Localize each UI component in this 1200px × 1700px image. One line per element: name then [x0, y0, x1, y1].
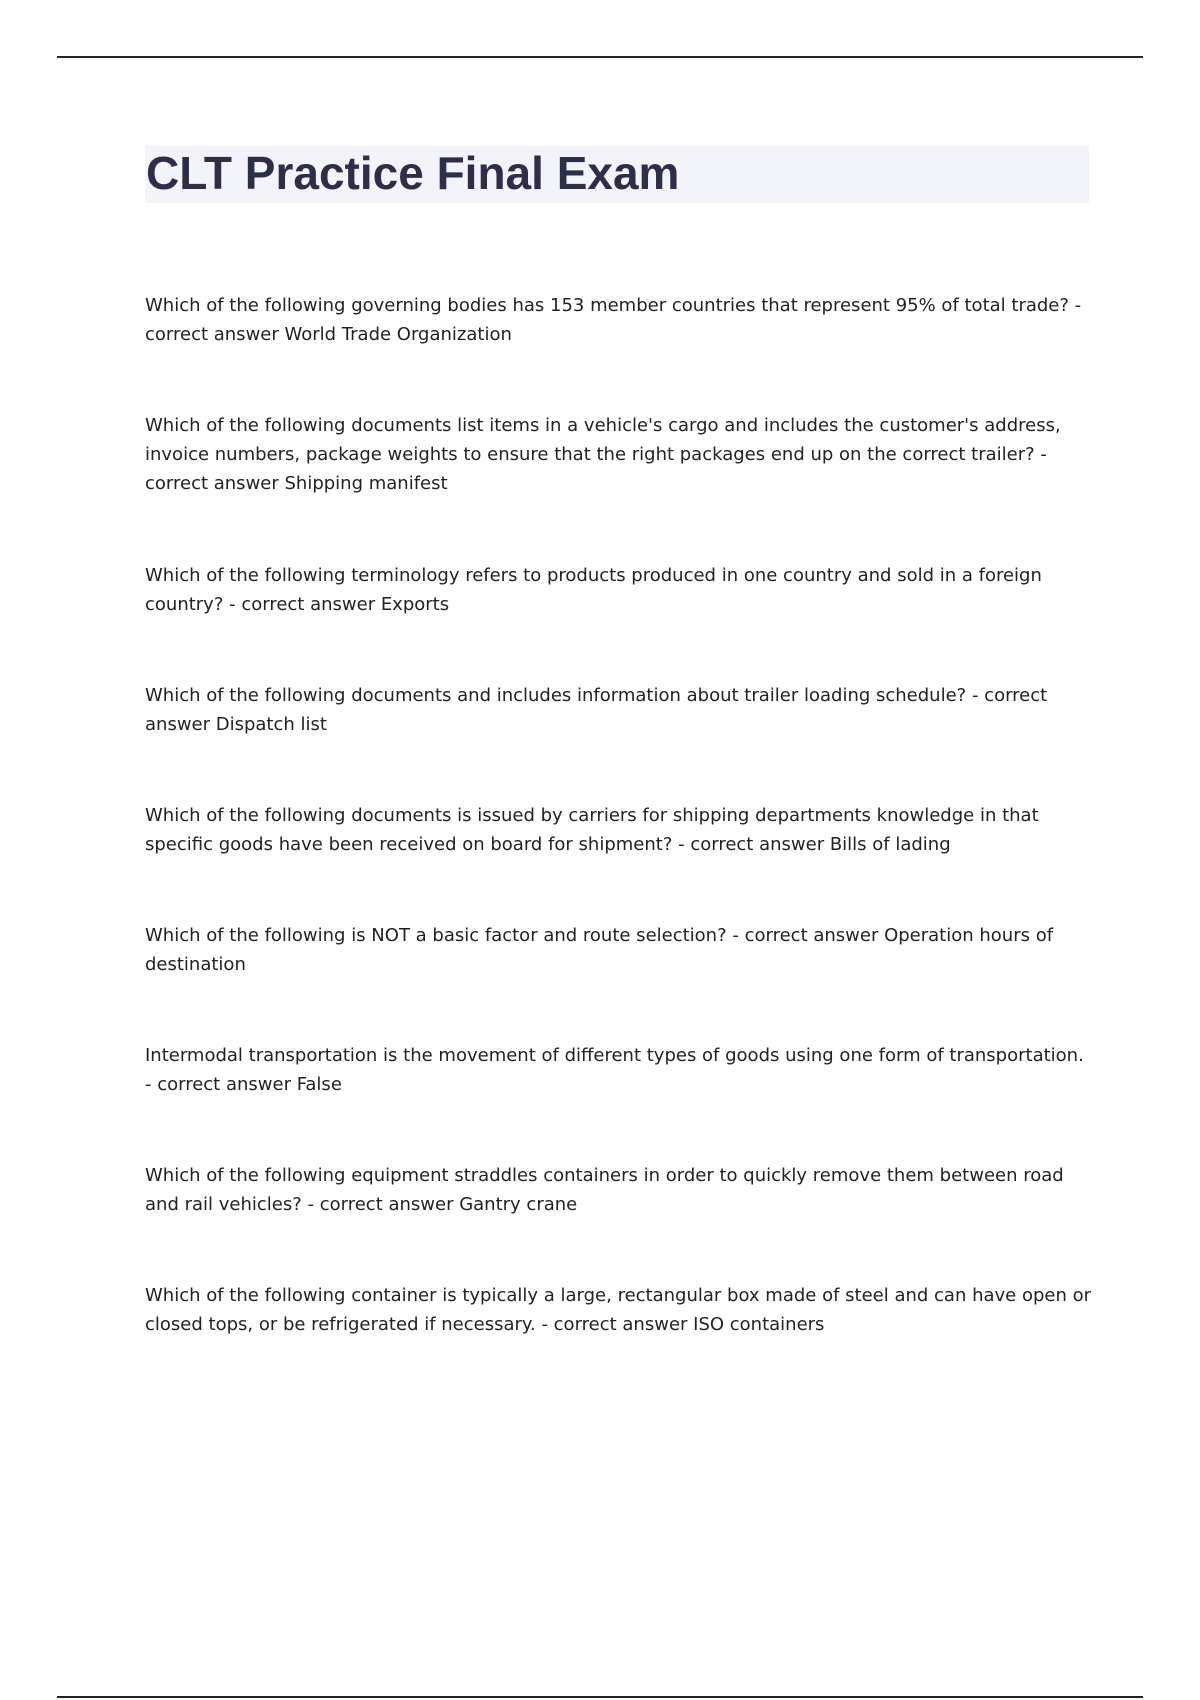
qa-item	[145, 921, 1095, 1041]
top-divider	[57, 56, 1143, 58]
answer-text: Shipping manifest	[284, 473, 448, 494]
answer-text: Exports	[380, 594, 450, 615]
answer-text: World Trade Organization	[284, 324, 512, 345]
question-text: Which of the following terminology refers to products produced in one country and sold in a foreign country?	[145, 565, 1042, 615]
question-text: Which of the following documents list items in a vehicle's cargo and includes the customer's address, invoice numbers, package weights to ensure that the right packages end up on the correct trailer?	[145, 415, 1061, 465]
answer-text: False	[296, 1074, 342, 1095]
question-list	[145, 291, 1095, 1401]
qa-item	[145, 1281, 1095, 1401]
answer-separator: - correct answer	[145, 685, 1048, 735]
question-text: Which of the following equipment straddles containers in order to quickly remove them between road and rail vehicles?	[145, 1165, 1064, 1215]
question-text: Which of the following container is typically a large, rectangular box made of steel and can have open or closed tops, or be refrigerated if necessary.	[145, 1285, 1092, 1335]
qa-item	[145, 1161, 1095, 1281]
question-text: Which of the following is NOT a basic factor and route selection?	[145, 925, 727, 946]
question-text: Intermodal transportation is the movement of different types of goods using one form of transportation.	[145, 1045, 1084, 1066]
answer-text: Dispatch list	[215, 714, 327, 735]
answer-separator: - correct answer	[223, 594, 381, 615]
answer-separator: - correct answer	[672, 834, 830, 855]
answer-separator: - correct answer	[535, 1314, 694, 1335]
question-text: Which of the following documents and includes information about trailer loading schedule?	[145, 685, 967, 706]
question-text: Which of the following governing bodies has 153 member countries that represent 95% of total trade?	[145, 295, 1069, 316]
question-text: Which of the following documents is issued by carriers for shipping departments knowledge in that specific goods have been received on board for shipment?	[145, 805, 1039, 855]
qa-item	[145, 561, 1095, 681]
qa-item	[145, 801, 1095, 921]
qa-item	[145, 291, 1095, 411]
answer-separator: - correct answer	[145, 1074, 297, 1095]
answer-separator: - correct answer	[145, 444, 1047, 494]
answer-text: Bills of lading	[829, 834, 951, 855]
answer-text: ISO containers	[693, 1314, 825, 1335]
page-title: CLT Practice Final Exam	[146, 147, 680, 199]
answer-text: Operation hours of destination	[145, 925, 1054, 975]
bottom-divider	[57, 1696, 1143, 1698]
answer-separator: - correct answer	[726, 925, 885, 946]
qa-item	[145, 1041, 1095, 1161]
answer-separator: - correct answer	[145, 295, 1082, 345]
answer-separator: - correct answer	[301, 1194, 460, 1215]
qa-item	[145, 681, 1095, 801]
qa-item	[145, 411, 1095, 561]
answer-text: Gantry crane	[459, 1194, 578, 1215]
